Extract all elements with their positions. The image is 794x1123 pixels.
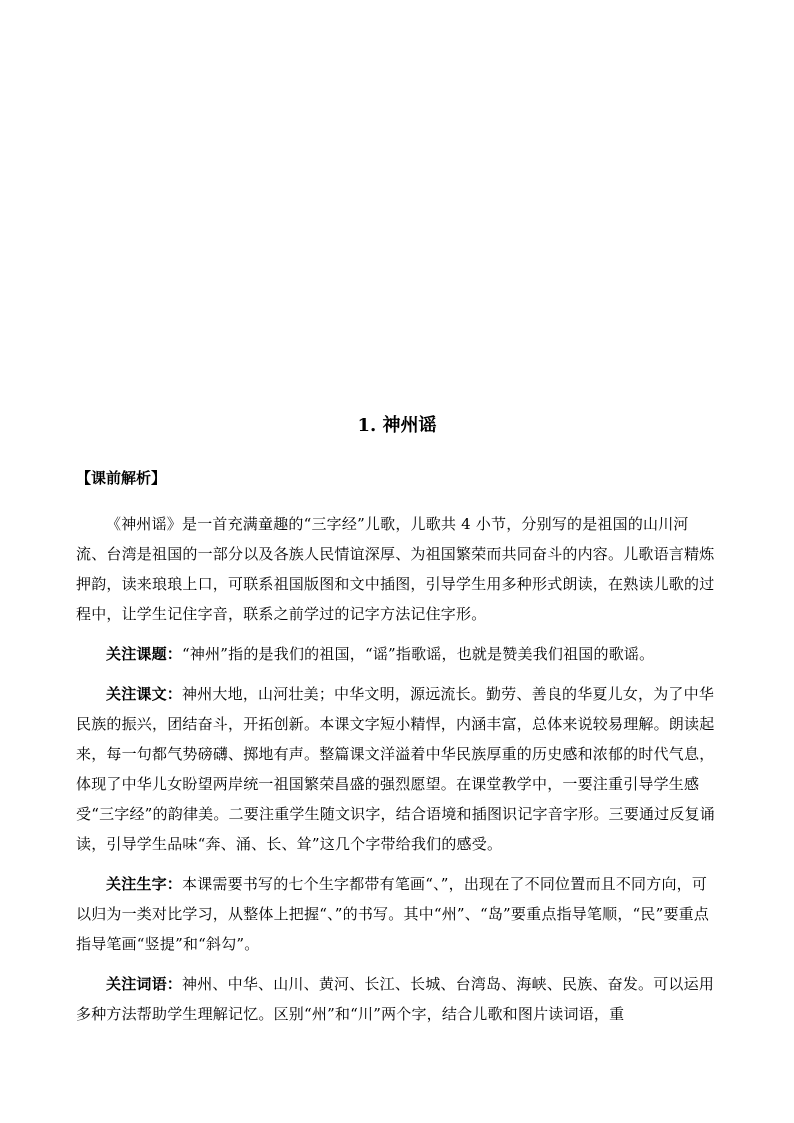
focus-text-label: 关注课文： xyxy=(106,685,183,703)
focus-title-label: 关注课题： xyxy=(106,645,183,663)
focus-chars-body: 本课需要书写的七个生字都带有笔画“、”，出现在了不同位置而且不同方向，可以归为一类对比学习，从整体上把握“、”的书写。其中“州”、“岛”要重点指导笔顺，“民”要重点指导笔画“竖提”和“斜勾”。 xyxy=(76,875,710,953)
focus-title-text: “神州”指的是我们的祖国，“谣”指歌谣，也就是赞美我们祖国的歌谣。 xyxy=(182,645,655,663)
document-body xyxy=(76,509,716,1039)
focus-words-label: 关注词语： xyxy=(106,975,183,993)
lesson-title: 1. 神州谣 xyxy=(357,415,437,436)
focus-chars-label: 关注生字： xyxy=(106,875,183,893)
focus-words-body: 神州、中华、山川、黄河、长江、长城、台湾岛、海峡、民族、奋发。可以运用多种方法帮助学生理解记忆。区别“州”和“川”两个字，结合儿歌和图片读词语，重 xyxy=(76,975,715,1023)
focus-title-paragraph xyxy=(76,639,716,669)
focus-chars-paragraph xyxy=(76,869,716,959)
section-heading: 【课前解析】 xyxy=(76,469,167,487)
focus-text-paragraph xyxy=(76,679,716,859)
intro-paragraph: 《神州谣》是一首充满童趣的“三字经”儿歌，儿歌共 4 小节，分别写的是祖国的山川河流、台湾是祖国的一部分以及各族人民情谊深厚、为祖国繁荣而共同奋斗的内容。儿歌语言精炼押韵，读来琅琅上口，可联系祖国版图和文中插图，引导学生用多种形式朗读，在熟读儿歌的过程中，让学生记住字音，联系之前学过的记字方法记住字形。 xyxy=(76,515,715,623)
focus-text-body: 神州大地，山河壮美；中华文明，源远流长。勤劳、善良的华夏儿女，为了中华民族的振兴，团结奋斗，开拓创新。本课文字短小精悍，内涵丰富，总体来说较易理解。朗读起来，每一句都气势磅礴、掷地有声。整篇课文洋溢着中华民族厚重的历史感和浓郁的时代气息，体现了中华儿女盼望两岸统一祖国繁荣昌盛的强烈愿望。在课堂教学中，一要注重引导学生感受“三字经”的韵律美。二要注重学生随文识字，结合语境和插图识记字音字形。三要通过反复诵读，引导学生品味“奔、涌、长、耸”这几个字带给我们的感受。 xyxy=(76,685,715,853)
focus-words-paragraph xyxy=(76,969,716,1029)
